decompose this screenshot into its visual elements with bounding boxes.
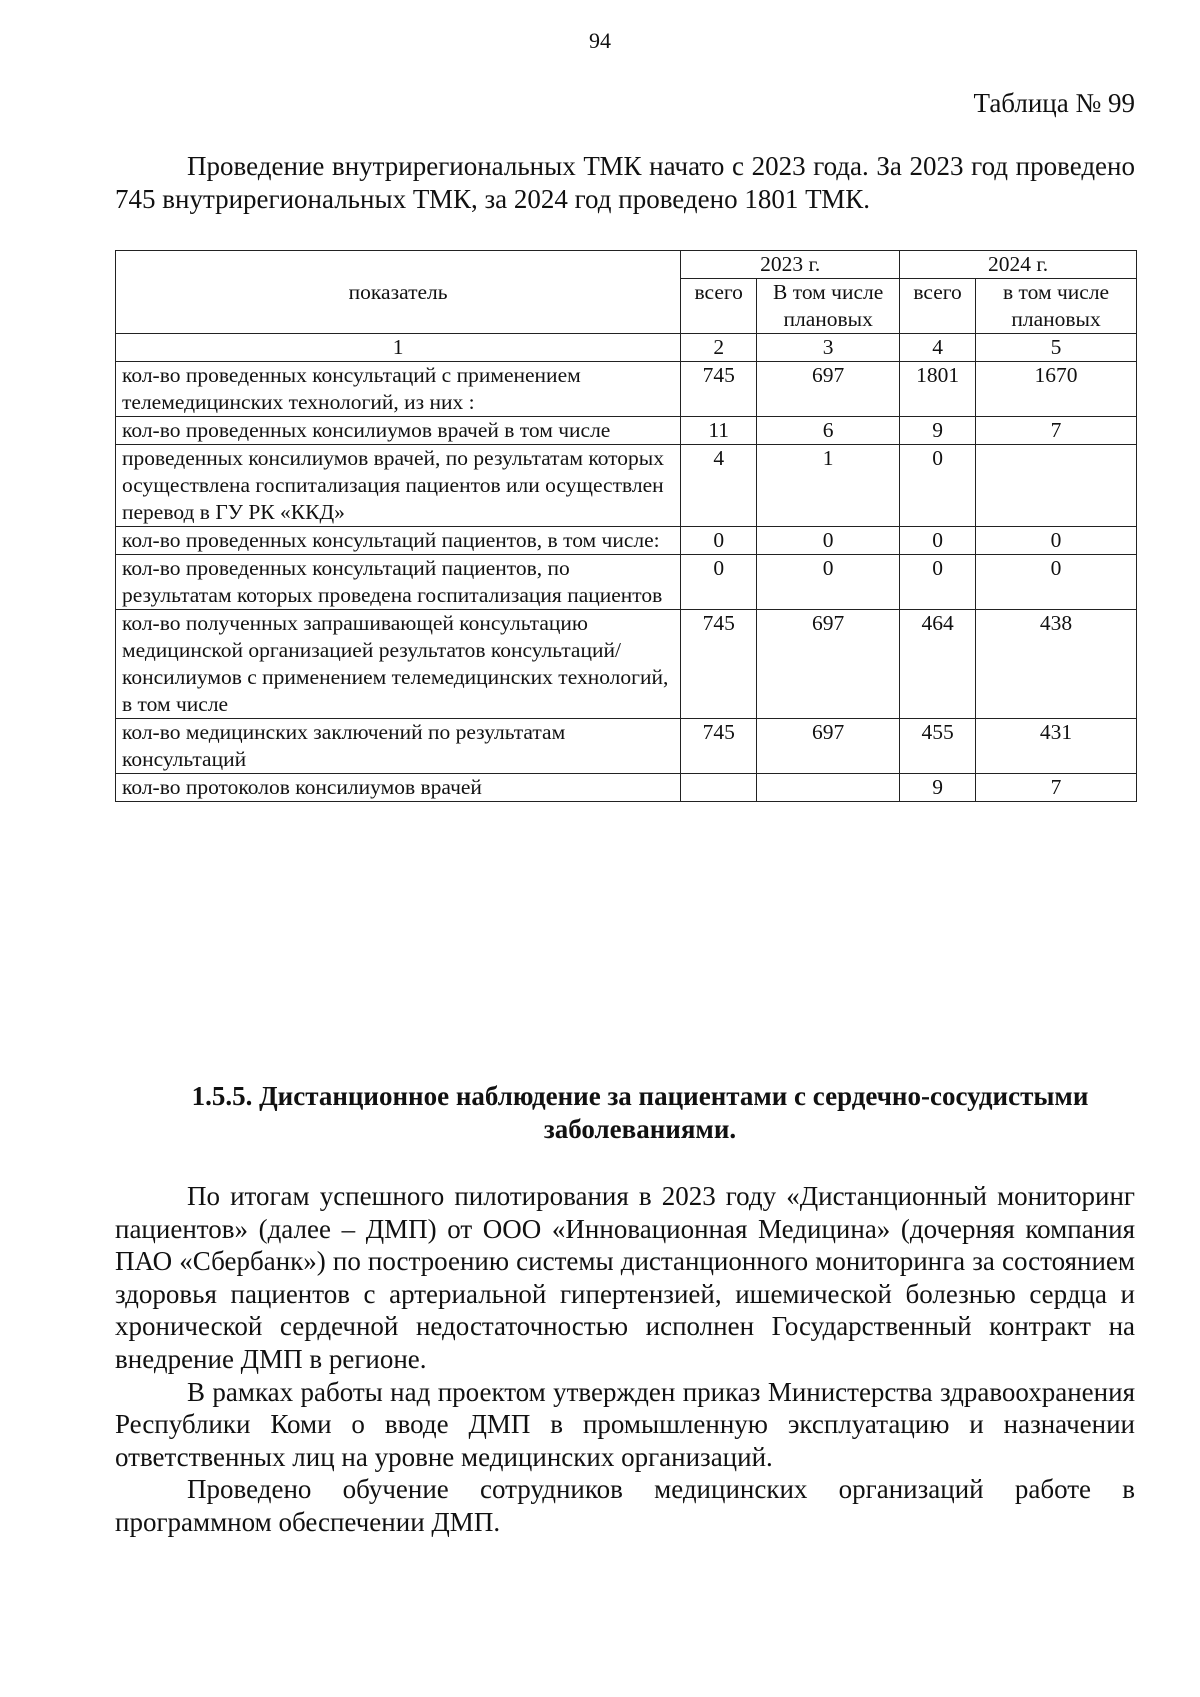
cell-total-2024: 0 [900, 445, 976, 527]
cell-total-2024: 0 [900, 555, 976, 610]
cell-total-2024: 464 [900, 610, 976, 719]
cell-total-2023: 0 [681, 527, 757, 555]
table-row [116, 362, 1137, 417]
row-label: кол-во проведенных консультаций пациентов, в том числе: [116, 527, 681, 555]
tmk-statistics-table [115, 250, 1137, 802]
column-number: 3 [757, 334, 900, 362]
row-label: кол-во протоколов консилиумов врачей [116, 774, 681, 802]
row-label: проведенных консилиумов врачей, по результатам которых осуществлена госпитализация пациентов или осуществлен перевод в ГУ РК «ККД» [116, 445, 681, 527]
paragraph: Проведено обучение сотрудников медицинских организаций работе в программном обеспечении ДМП. [115, 1474, 1135, 1537]
cell-total-2023 [681, 774, 757, 802]
cell-planned-2023: 0 [757, 527, 900, 555]
cell-total-2024: 0 [900, 527, 976, 555]
cell-total-2023: 11 [681, 417, 757, 445]
table-caption: Таблица № 99 [973, 88, 1135, 118]
page-number: 94 [589, 28, 611, 53]
cell-planned-2024: 0 [976, 555, 1137, 610]
table-row [116, 610, 1137, 719]
cell-planned-2024: 1670 [976, 362, 1137, 417]
cell-planned-2024: 7 [976, 417, 1137, 445]
cell-planned-2024: 431 [976, 719, 1137, 774]
body-text [115, 1180, 1135, 1539]
header-indicator: показатель [116, 251, 681, 334]
row-label: кол-во полученных запрашивающей консультацию медицинской организацией результатов консультаций/консилиумов с применением телемедицинских технологий, в том числе [116, 610, 681, 719]
table-row [116, 719, 1137, 774]
cell-total-2023: 4 [681, 445, 757, 527]
column-number: 2 [681, 334, 757, 362]
cell-planned-2023: 1 [757, 445, 900, 527]
header-total-2023: всего [681, 279, 757, 334]
row-label: кол-во проведенных консультаций пациентов, по результатам которых проведена госпитализация пациентов [116, 555, 681, 610]
intro-paragraph: Проведение внутрирегиональных ТМК начато с 2023 года. За 2023 год проведено 745 внутрирегиональных ТМК, за 2024 год проведено 1801 ТМК. [115, 151, 1135, 214]
table-row [116, 555, 1137, 610]
cell-total-2023: 745 [681, 719, 757, 774]
row-label: кол-во медицинских заключений по результатам консультаций [116, 719, 681, 774]
header-year-2023: 2023 г. [681, 251, 900, 279]
section-heading: 1.5.5. Дистанционное наблюдение за пациентами с сердечно-сосудистыми заболеваниями. [191, 1081, 1089, 1144]
cell-total-2023: 0 [681, 555, 757, 610]
cell-planned-2023: 697 [757, 610, 900, 719]
cell-planned-2024: 0 [976, 527, 1137, 555]
cell-planned-2023: 697 [757, 719, 900, 774]
cell-total-2024: 455 [900, 719, 976, 774]
cell-planned-2024: 438 [976, 610, 1137, 719]
table-row [116, 445, 1137, 527]
cell-planned-2023: 6 [757, 417, 900, 445]
header-year-2024: 2024 г. [900, 251, 1137, 279]
cell-total-2024: 1801 [900, 362, 976, 417]
table-row [116, 527, 1137, 555]
cell-planned-2023: 0 [757, 555, 900, 610]
header-planned-2023: В том числе плановых [757, 279, 900, 334]
paragraph: По итогам успешного пилотирования в 2023 году «Дистанционный мониторинг пациентов» (далее – ДМП) от ООО «Инновационная Медицина» (дочерняя компания ПАО «Сбербанк») по построению системы дистанционного мониторинга за состоянием здоровья пациентов с артериальной гипертензией, ишемической болезнью сердца и хронической сердечной недостаточностью исполнен Государственный контракт на внедрение ДМП в регионе. [115, 1181, 1135, 1374]
cell-total-2024: 9 [900, 774, 976, 802]
column-number: 4 [900, 334, 976, 362]
row-label: кол-во проведенных консилиумов врачей в том числе [116, 417, 681, 445]
cell-planned-2024 [976, 445, 1137, 527]
header-total-2024: всего [900, 279, 976, 334]
cell-total-2023: 745 [681, 362, 757, 417]
table-row [116, 774, 1137, 802]
table-header-row-years [116, 251, 1137, 279]
row-label: кол-во проведенных консультаций с применением телемедицинских технологий, из них : [116, 362, 681, 417]
cell-total-2023: 745 [681, 610, 757, 719]
cell-planned-2023 [757, 774, 900, 802]
cell-planned-2023: 697 [757, 362, 900, 417]
table-column-numbers-row [116, 334, 1137, 362]
paragraph: В рамках работы над проектом утвержден приказ Министерства здравоохранения Республики Коми о вводе ДМП в промышленную эксплуатацию и назначении ответственных лиц на уровне медицинских организаций. [115, 1376, 1135, 1472]
table-row [116, 417, 1137, 445]
column-number: 1 [116, 334, 681, 362]
cell-total-2024: 9 [900, 417, 976, 445]
cell-planned-2024: 7 [976, 774, 1137, 802]
header-planned-2024: в том числе плановых [976, 279, 1137, 334]
column-number: 5 [976, 334, 1137, 362]
